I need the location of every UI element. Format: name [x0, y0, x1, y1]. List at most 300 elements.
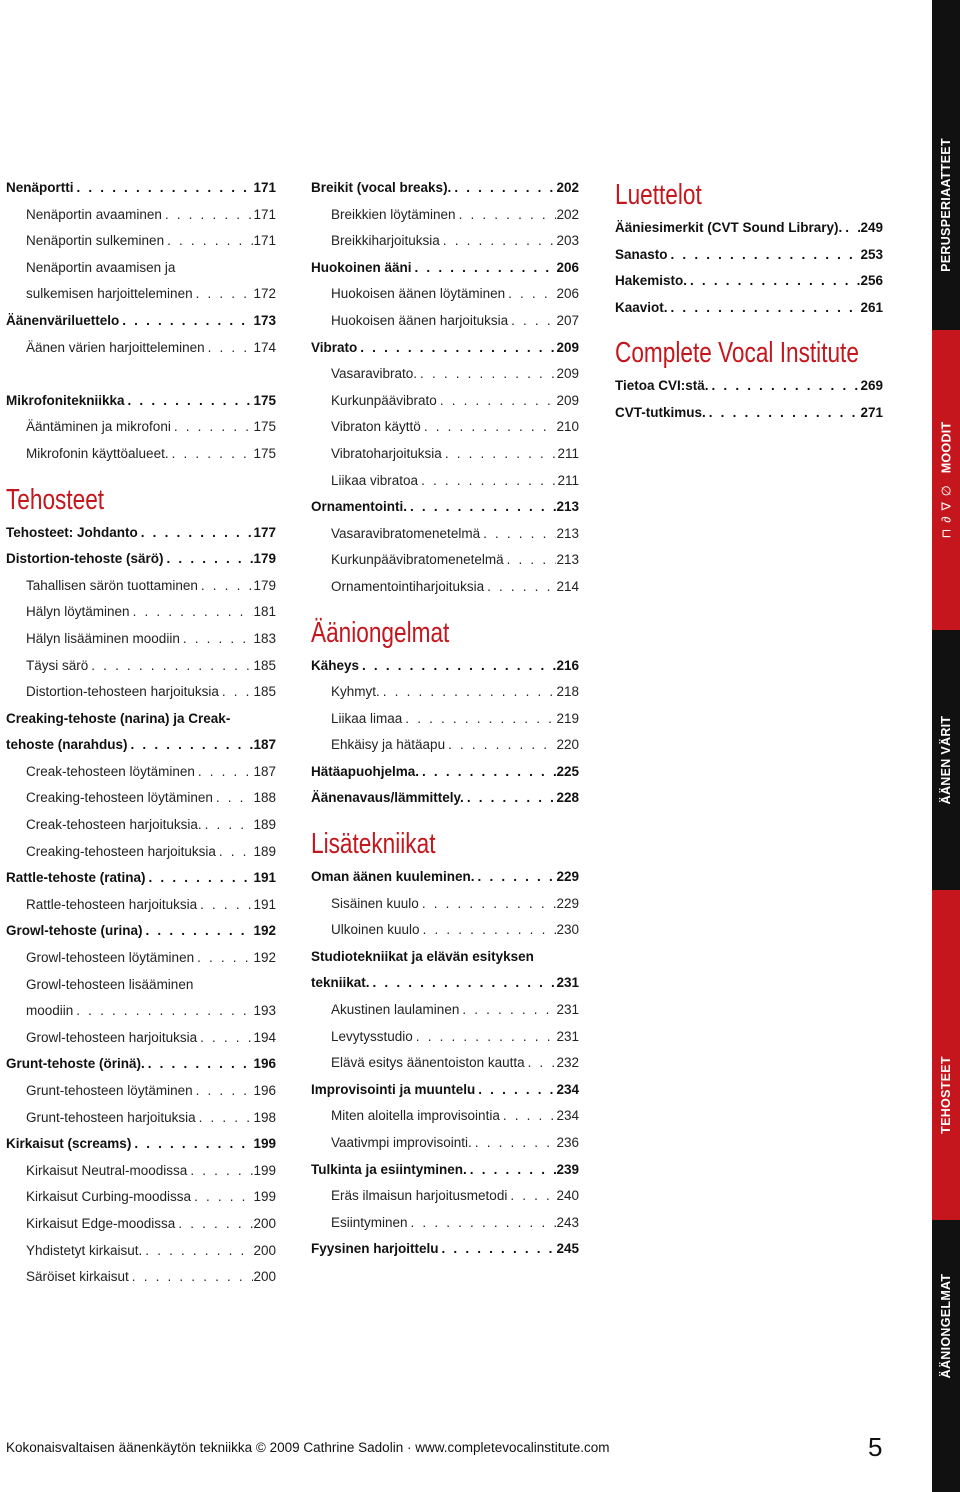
toc-page-number: 245	[556, 1241, 579, 1257]
toc-page-number: 200	[253, 1215, 276, 1231]
toc-subentry[interactable]	[6, 1158, 276, 1185]
toc-entry-title: Creak-tehosteen harjoituksia.	[26, 817, 202, 833]
toc-page-number: 210	[556, 419, 579, 435]
toc-page-number: 187	[253, 763, 276, 779]
dot-leader	[180, 626, 254, 653]
toc-page-number: 175	[253, 445, 276, 461]
toc-entry-title: Tehosteet: Johdanto	[6, 524, 138, 540]
toc-column-2	[311, 175, 579, 1263]
toc-subentry[interactable]	[311, 997, 579, 1024]
dot-leader	[484, 574, 556, 601]
dot-leader	[194, 945, 253, 972]
dot-leader	[408, 1210, 557, 1237]
toc-entry-title: Yhdistetyt kirkaisut.	[26, 1242, 143, 1258]
toc-entry-title: Eräs ilmaisun harjoitusmetodi	[331, 1188, 508, 1204]
dot-leader	[451, 175, 556, 202]
dot-leader	[709, 373, 861, 400]
toc-entry-title: Liikaa vibratoa	[331, 472, 419, 488]
toc-page-number: 207	[556, 312, 579, 328]
toc-entry[interactable]	[311, 944, 579, 971]
toc-entry[interactable]	[6, 388, 276, 415]
toc-page-number: 231	[556, 975, 579, 991]
toc-page-number: 189	[253, 843, 276, 859]
toc-entry-title: Levytysstudio	[331, 1028, 413, 1044]
sidebar-tab-text: MOODIT	[939, 421, 954, 474]
toc-page-number: 191	[253, 896, 276, 912]
toc-subentry[interactable]	[6, 945, 276, 972]
dot-leader	[213, 785, 254, 812]
toc-entry-title: Kaaviot.	[615, 299, 668, 315]
dot-leader	[500, 1103, 557, 1130]
toc-entry-title: Fyysinen harjoittelu	[311, 1241, 439, 1257]
toc-entry-title: Käheys	[311, 657, 360, 673]
sidebar-tab-label	[939, 422, 954, 539]
dot-leader	[73, 998, 253, 1025]
toc-entry[interactable]	[311, 335, 579, 362]
toc-entry[interactable]	[6, 546, 276, 573]
toc-entry-title: Breikkiharjoituksia	[331, 233, 440, 249]
dot-leader	[125, 388, 254, 415]
dot-leader	[505, 281, 556, 308]
dot-leader	[131, 1131, 253, 1158]
toc-entry[interactable]	[6, 175, 276, 202]
dot-leader	[668, 295, 861, 322]
toc-subentry[interactable]	[311, 308, 579, 335]
toc-page-number: 174	[253, 339, 276, 355]
toc-entry-title: Studiotekniikat ja elävän esityksen	[311, 948, 534, 964]
toc-entry-title: Improvisointi ja muuntelu	[311, 1081, 476, 1097]
toc-subentry[interactable]	[311, 388, 579, 415]
toc-entry-title: Ääniesimerkit (CVT Sound Library).	[615, 220, 843, 235]
toc-entry-title: Growl-tehosteen löytäminen	[26, 950, 195, 966]
toc-entry-title: Esiintyminen	[331, 1214, 408, 1230]
toc-entry-title: Äänenavaus/lämmittely.	[311, 790, 464, 806]
toc-entry-title: sulkemisen harjoitteleminen	[26, 286, 193, 302]
toc-subentry[interactable]	[311, 891, 579, 918]
toc-subentry[interactable]	[311, 1103, 579, 1130]
toc-entry-title: Mikrofonitekniikka	[6, 392, 125, 408]
toc-subentry[interactable]	[311, 1024, 579, 1051]
toc-entry[interactable]	[311, 653, 579, 680]
dot-leader	[130, 599, 254, 626]
toc-subentry[interactable]	[6, 785, 276, 812]
dot-leader	[187, 1158, 253, 1185]
toc-column-1	[6, 175, 276, 1291]
toc-subentry[interactable]	[6, 998, 276, 1025]
toc-subentry[interactable]	[311, 574, 579, 601]
toc-subentry[interactable]	[311, 706, 579, 733]
toc-entry[interactable]	[311, 1077, 579, 1104]
toc-page-number: 253	[860, 246, 883, 262]
toc-subentry[interactable]	[6, 1264, 276, 1291]
dot-leader	[668, 242, 861, 269]
toc-page-number: 200	[253, 1269, 276, 1285]
toc-entry[interactable]	[311, 759, 579, 786]
toc-page-number: 230	[556, 922, 579, 938]
toc-page-number: 175	[253, 419, 276, 435]
toc-entry-title: Säröiset kirkaisut	[26, 1269, 129, 1285]
toc-entry-title: Liikaa limaa	[331, 710, 403, 726]
toc-entry[interactable]	[6, 1051, 276, 1078]
section-heading: Complete Vocal Institute	[615, 337, 859, 370]
toc-page-number: 209	[556, 366, 579, 382]
toc-entry-title: Distortion-tehoste (särö)	[6, 551, 164, 567]
toc-entry[interactable]	[311, 494, 579, 521]
toc-entry-title: Akustinen laulaminen	[331, 1002, 460, 1018]
sidebar-tab-aaniongelmat[interactable]	[932, 1220, 960, 1492]
toc-entry[interactable]	[311, 255, 579, 282]
toc-entry-title: Hakemisto.	[615, 273, 688, 289]
toc-page-number: 181	[253, 604, 276, 620]
dot-leader	[440, 228, 557, 255]
toc-page-number: 211	[557, 472, 579, 488]
dot-leader	[143, 918, 254, 945]
toc-entry-title: Rattle-tehoste (ratina)	[6, 870, 146, 886]
toc-subentry[interactable]	[311, 521, 579, 548]
toc-page-number: 239	[556, 1161, 579, 1177]
toc-entry-title: Kurkunpäävibrato	[331, 392, 437, 408]
toc-page-number: 171	[253, 180, 276, 195]
toc-column-3	[615, 175, 883, 427]
toc-entry-title: Huokoisen äänen löytäminen	[331, 286, 506, 302]
dot-leader	[198, 573, 254, 600]
toc-page-number: 209	[556, 392, 579, 408]
toc-subentry[interactable]	[6, 812, 276, 839]
toc-entry[interactable]	[6, 520, 276, 547]
toc-entry[interactable]	[615, 242, 883, 269]
toc-page-number: 191	[253, 870, 276, 886]
toc-entry-title: Miten aloitella improvisointia	[331, 1108, 500, 1124]
dot-leader	[370, 970, 557, 997]
toc-entry[interactable]	[6, 1131, 276, 1158]
dot-leader	[138, 520, 254, 547]
toc-page-number: 240	[556, 1188, 579, 1204]
toc-entry[interactable]	[6, 918, 276, 945]
toc-subentry[interactable]	[6, 414, 276, 441]
toc-page-number: 249	[860, 220, 883, 235]
dot-leader	[439, 1236, 557, 1263]
toc-entry-title: tekniikat.	[311, 975, 370, 991]
dot-leader	[507, 1183, 556, 1210]
toc-entry-title: moodiin	[26, 1003, 74, 1019]
toc-subentry[interactable]	[311, 1130, 579, 1157]
toc-page-number: 172	[253, 286, 276, 302]
sidebar-tab-aanen-varit[interactable]	[932, 630, 960, 890]
toc-entry-title: Vaativmpi improvisointi.	[331, 1135, 472, 1150]
toc-entry-title: Tulkinta ja esiintyminen.	[311, 1161, 467, 1177]
dot-leader	[508, 308, 556, 335]
toc-page-number: 185	[253, 657, 276, 673]
dot-leader	[145, 1051, 254, 1078]
toc-subentry[interactable]	[311, 1183, 579, 1210]
dot-leader	[74, 175, 254, 202]
toc-page-number: 211	[557, 445, 579, 461]
toc-entry[interactable]	[311, 175, 579, 202]
dot-leader	[196, 1105, 254, 1132]
toc-entry[interactable]	[615, 295, 883, 322]
sidebar-tab-moodit[interactable]	[932, 330, 960, 630]
toc-entry[interactable]	[6, 706, 276, 733]
toc-subentry[interactable]	[311, 414, 579, 441]
toc-entry-title: Mikrofonin käyttöalueet.	[26, 445, 169, 461]
dot-leader	[164, 546, 254, 573]
toc-page-number: 199	[253, 1189, 276, 1205]
toc-entry-title: Creak-tehosteen löytäminen	[26, 763, 195, 779]
toc-subentry[interactable]	[6, 1184, 276, 1211]
toc-entry-title: Nenäportin avaamisen ja	[26, 259, 176, 275]
toc-page-number: 202	[556, 206, 579, 222]
toc-page-number: 219	[556, 710, 579, 726]
toc-entry-title: Breikit (vocal breaks).	[311, 180, 452, 195]
dot-leader	[442, 441, 558, 468]
section-heading: Luettelot	[615, 179, 702, 211]
dot-leader	[419, 891, 557, 918]
toc-subentry[interactable]	[6, 441, 276, 468]
toc-subentry[interactable]	[6, 228, 276, 255]
toc-subentry[interactable]	[311, 1050, 579, 1077]
toc-subentry[interactable]	[6, 599, 276, 626]
dot-leader	[407, 494, 556, 521]
toc-subentry[interactable]	[311, 732, 579, 759]
dot-leader	[456, 202, 557, 229]
dot-leader	[472, 1130, 557, 1157]
dot-leader	[437, 388, 557, 415]
toc-entry-title: CVT-tutkimus.	[615, 404, 706, 420]
toc-entry-title: Vibratoharjoituksia	[331, 445, 442, 461]
toc-entry-title: Growl-tehosteen lisääminen	[26, 976, 194, 992]
dot-leader	[687, 268, 860, 295]
dot-leader	[128, 732, 254, 759]
sidebar-tab-label: TEHOSTEET	[939, 1056, 953, 1134]
dot-leader	[480, 521, 556, 548]
toc-page-number: 229	[556, 869, 579, 885]
dot-leader	[175, 1211, 253, 1238]
toc-entry-title: Ornamentointi.	[311, 499, 408, 515]
toc-page-number: 177	[253, 524, 276, 540]
toc-subentry[interactable]	[311, 441, 579, 468]
dot-leader	[706, 400, 861, 427]
toc-subentry[interactable]	[6, 202, 276, 229]
toc-entry-title: Tietoa CVI:stä.	[615, 378, 709, 394]
toc-entry-title: Sanasto	[615, 246, 668, 262]
dot-leader	[193, 1078, 254, 1105]
dot-leader	[421, 414, 557, 441]
toc-entry-title: Vasaravibratomenetelmä	[331, 525, 481, 541]
dot-leader	[359, 653, 556, 680]
toc-subentry[interactable]	[6, 281, 276, 308]
toc-page-number: 187	[253, 737, 276, 753]
toc-entry-title: Creaking-tehoste (narina) ja Creak-	[6, 710, 231, 726]
toc-entry[interactable]	[311, 785, 579, 812]
toc-page-number: 173	[253, 312, 276, 328]
toc-entry-title: Ornamentointiharjoituksia	[331, 578, 485, 594]
dot-leader	[193, 281, 254, 308]
toc-entry-title: Hätäapuohjelma.	[311, 763, 420, 779]
toc-page-number: 194	[253, 1029, 276, 1045]
toc-page-number: 228	[556, 790, 579, 806]
dot-leader	[504, 547, 557, 574]
mode-symbols-icon: ⊓∂∇∅	[939, 479, 954, 539]
toc-subentry[interactable]	[6, 626, 276, 653]
toc-entry[interactable]	[311, 970, 579, 997]
toc-subentry[interactable]	[311, 202, 579, 229]
toc-subentry[interactable]	[6, 255, 276, 282]
toc-entry[interactable]	[311, 864, 579, 891]
spacer	[6, 468, 276, 480]
dot-leader	[146, 865, 254, 892]
toc-page-number: 202	[556, 180, 579, 195]
toc-page-number: 232	[556, 1055, 579, 1071]
dot-leader	[418, 468, 557, 495]
toc-entry[interactable]	[311, 1157, 579, 1184]
toc-page-number: 213	[556, 552, 579, 568]
toc-entry-title: Elävä esitys äänentoiston kautta	[331, 1055, 525, 1071]
toc-page-number: 234	[556, 1081, 579, 1097]
toc-subentry[interactable]	[311, 281, 579, 308]
dot-leader	[475, 864, 557, 891]
toc-page-number: 171	[253, 233, 276, 249]
toc-page-number: 256	[860, 273, 883, 289]
dot-leader	[202, 812, 254, 839]
dot-leader	[162, 202, 254, 229]
dot-leader	[464, 785, 557, 812]
page-number: 5	[868, 1432, 883, 1462]
dot-leader	[525, 1050, 557, 1077]
spacer	[6, 361, 276, 388]
toc-entry-title: Hälyn lisääminen moodiin	[26, 630, 180, 646]
toc-page-number: 214	[556, 578, 579, 594]
toc-entry[interactable]	[615, 215, 883, 242]
toc-page-number: 269	[860, 378, 883, 394]
toc-page-number: 185	[253, 684, 276, 700]
toc-page-number: 213	[556, 525, 579, 541]
toc-page-number: 188	[253, 790, 276, 806]
toc-page-number: 206	[556, 286, 579, 302]
toc-subentry[interactable]	[6, 1105, 276, 1132]
dot-leader	[169, 441, 254, 468]
toc-entry-title: Grunt-tehosteen harjoituksia	[26, 1109, 196, 1125]
toc-entry-title: Distortion-tehosteen harjoituksia	[26, 684, 219, 700]
toc-entry-title: Vibraton käyttö	[331, 419, 421, 435]
toc-subentry[interactable]	[6, 892, 276, 919]
toc-entry-title: Kurkunpäävibratomenetelmä	[331, 552, 504, 568]
toc-subentry[interactable]	[6, 1238, 276, 1265]
toc-subentry[interactable]	[311, 361, 579, 388]
toc-subentry[interactable]	[311, 228, 579, 255]
toc-page-number: 271	[860, 404, 883, 420]
toc-entry[interactable]	[6, 308, 276, 335]
spacer	[311, 601, 579, 613]
toc-subentry[interactable]	[6, 1211, 276, 1238]
toc-entry-title: Nenäportti	[6, 180, 74, 195]
toc-entry[interactable]	[311, 1236, 579, 1263]
toc-page-number: 192	[253, 923, 276, 939]
dot-leader	[475, 1077, 556, 1104]
dot-leader	[197, 1025, 253, 1052]
toc-entry-title: Täysi särö	[26, 657, 89, 673]
dot-leader	[417, 361, 556, 388]
toc-subentry[interactable]	[311, 1210, 579, 1237]
toc-entry-title: Äänenväriluettelo	[6, 312, 120, 328]
toc-entry-title: Kyhmyt.	[331, 684, 380, 700]
dot-leader	[419, 759, 556, 786]
toc-subentry[interactable]	[311, 468, 579, 495]
toc-subentry[interactable]	[6, 1025, 276, 1052]
toc-entry[interactable]	[615, 373, 883, 400]
section-sidebar	[932, 0, 960, 1492]
toc-entry[interactable]	[6, 732, 276, 759]
toc-entry-title: Creaking-tehosteen löytäminen	[26, 790, 213, 806]
toc-subentry[interactable]	[6, 972, 276, 999]
dot-leader	[459, 997, 556, 1024]
toc-entry-title: Oman äänen kuuleminen.	[311, 869, 475, 885]
toc-entry[interactable]	[615, 268, 883, 295]
toc-subentry[interactable]	[311, 679, 579, 706]
toc-subentry[interactable]	[6, 679, 276, 706]
toc-page-number: 234	[556, 1108, 579, 1124]
toc-subentry[interactable]	[6, 1078, 276, 1105]
dot-leader	[197, 892, 253, 919]
toc-subentry[interactable]	[6, 839, 276, 866]
toc-subentry[interactable]	[6, 335, 276, 362]
sidebar-tab-label: ÄÄNEN VÄRIT	[939, 715, 953, 805]
dot-leader	[195, 759, 254, 786]
toc-entry-title: Grunt-tehoste (örinä).	[6, 1056, 145, 1072]
toc-subentry[interactable]	[6, 653, 276, 680]
spacer	[615, 321, 883, 333]
dot-leader	[216, 839, 254, 866]
toc-entry-title: Grunt-tehosteen löytäminen	[26, 1083, 193, 1098]
dot-leader	[129, 1264, 254, 1291]
section-heading: Lisätekniikat	[311, 828, 436, 861]
toc-entry-title: Äänen värien harjoitteleminen	[26, 339, 205, 355]
toc-subentry[interactable]	[6, 573, 276, 600]
toc-page-number: 203	[556, 233, 579, 249]
toc-entry-title: Creaking-tehosteen harjoituksia	[26, 843, 216, 859]
toc-entry-title: Ulkoinen kuulo	[331, 922, 420, 938]
toc-subentry[interactable]	[6, 759, 276, 786]
dot-leader	[142, 1238, 253, 1265]
toc-page-number: 216	[556, 657, 579, 673]
page-footer: Kokonaisvaltaisen äänenkäytön tekniikka © 2009 Cathrine Sadolin · www.completevocalinstitute.com	[6, 1440, 610, 1455]
toc-entry-title: Kirkaisut Curbing-moodissa	[26, 1189, 192, 1205]
dot-leader	[171, 414, 254, 441]
toc-entry-title: Vibrato	[311, 339, 358, 355]
dot-leader	[445, 732, 556, 759]
toc-page-number: 192	[253, 950, 276, 966]
toc-entry-title: Kirkaisut (screams)	[6, 1136, 132, 1152]
sidebar-tab-label: PERUSPERIAATTEET	[939, 138, 953, 272]
toc-page-number: 171	[253, 206, 276, 222]
toc-entry-title: tehoste (narahdus)	[6, 737, 128, 753]
toc-entry-title: Kirkaisut Edge-moodissa	[26, 1215, 176, 1231]
toc-subentry[interactable]	[311, 917, 579, 944]
toc-entry-title: Breikkien löytäminen	[331, 206, 456, 222]
dot-leader	[412, 255, 557, 282]
toc-subentry[interactable]	[311, 547, 579, 574]
dot-leader	[357, 335, 556, 362]
sidebar-tab-tehosteet[interactable]	[932, 890, 960, 1220]
toc-entry-title: Rattle-tehosteen harjoituksia	[26, 896, 198, 912]
toc-entry[interactable]	[6, 865, 276, 892]
sidebar-tab-perusperiaatteet[interactable]	[932, 0, 960, 330]
toc-page-number: 218	[556, 684, 579, 700]
toc-entry[interactable]	[615, 400, 883, 427]
toc-entry-title: Hälyn löytäminen	[26, 604, 130, 620]
toc-entry-title: Tahallisen särön tuottaminen	[26, 577, 198, 593]
dot-leader	[842, 215, 860, 242]
toc-page-number: 220	[556, 737, 579, 753]
